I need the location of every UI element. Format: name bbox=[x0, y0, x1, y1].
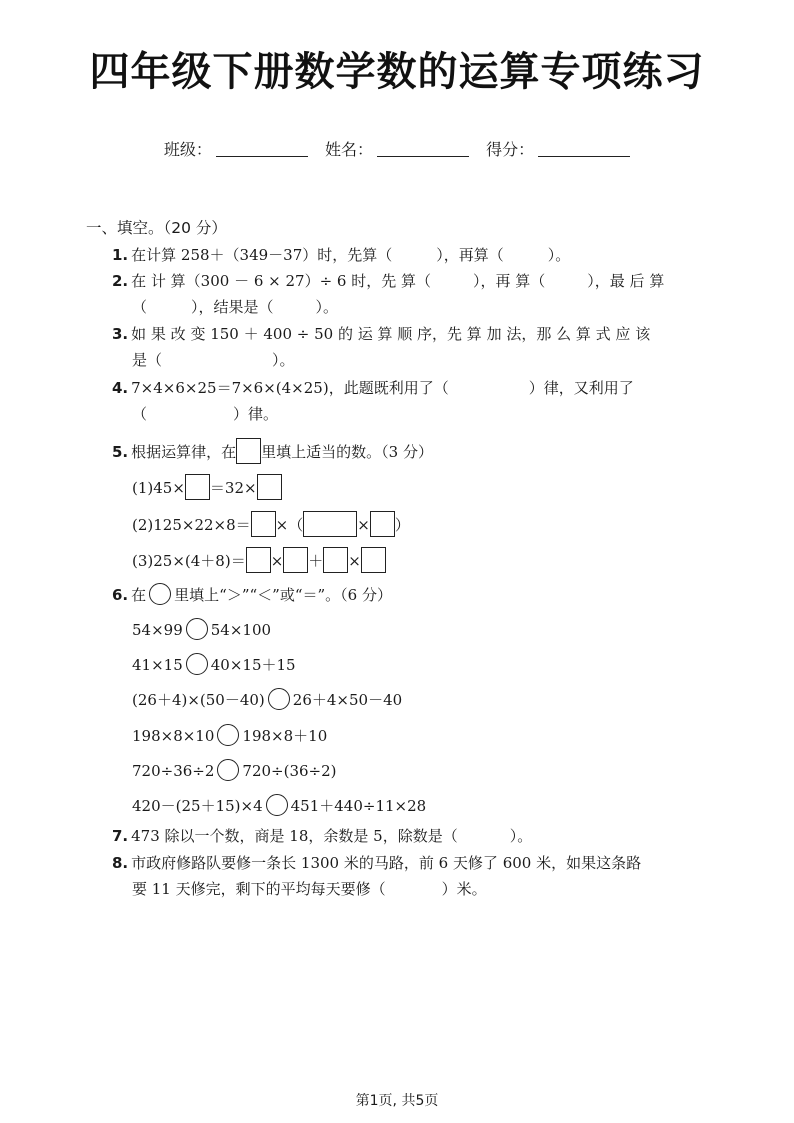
question-3: 3. 如 果 改 变 150 ＋ 400 ÷ 50 的 运 算 顺 序，先 算 加 法，那 么 算 式 应 该 bbox=[112, 325, 651, 343]
question-5: 5. 根据运算律，在 里填上适当的数。（3 分） bbox=[112, 438, 433, 464]
compare-item: 198×8×10 198×8＋10 bbox=[132, 724, 327, 746]
compare-circle[interactable] bbox=[186, 653, 208, 675]
question-5-part-1: (1)45× ＝32× bbox=[132, 474, 282, 500]
question-7: 7. 473 除以一个数，商是 18，余数是 5，除数是（ ）。 bbox=[112, 827, 533, 845]
score-blank[interactable] bbox=[538, 142, 630, 157]
class-blank[interactable] bbox=[216, 142, 308, 157]
page-number: 第1页, 共5页 bbox=[355, 1093, 439, 1109]
question-4: 4. 7×4×6×25＝7×6×(4×25)，此题既利用了（ ）律，又利用了 bbox=[112, 379, 634, 397]
answer-box[interactable] bbox=[370, 511, 395, 537]
section-1-title: 一、填空。（20 分） bbox=[86, 219, 227, 237]
compare-circle[interactable] bbox=[217, 759, 239, 781]
compare-item: (26＋4)×(50－40) 26＋4×50－40 bbox=[132, 688, 402, 710]
answer-box[interactable] bbox=[303, 511, 357, 537]
question-5-part-2: (2)125×22×8＝ ×（ × ） bbox=[132, 511, 410, 537]
circle-icon bbox=[149, 583, 171, 605]
question-number: 1. bbox=[112, 246, 129, 264]
question-2-cont: （ ），结果是（ ）。 bbox=[132, 298, 339, 316]
question-1: 1. 在计算 258＋（349－37）时，先算（ ），再算（ ）。 bbox=[112, 246, 571, 264]
question-4-cont: （ ）律。 bbox=[132, 405, 279, 423]
question-number: 2. bbox=[112, 272, 129, 290]
student-info-row bbox=[0, 137, 794, 160]
compare-circle[interactable] bbox=[217, 724, 239, 746]
compare-item: 720÷36÷2 720÷(36÷2) bbox=[132, 759, 337, 781]
name-blank[interactable] bbox=[377, 142, 469, 157]
question-number: 7. bbox=[112, 827, 129, 845]
answer-box[interactable] bbox=[361, 547, 386, 573]
compare-circle[interactable] bbox=[268, 688, 290, 710]
compare-circle[interactable] bbox=[186, 618, 208, 640]
question-8: 8. 市政府修路队要修一条长 1300 米的马路，前 6 天修了 600 米，如果这条路 bbox=[112, 854, 642, 872]
answer-box[interactable] bbox=[246, 547, 271, 573]
compare-item: 54×99 54×100 bbox=[132, 618, 271, 640]
question-number: 5. bbox=[112, 443, 129, 461]
answer-box[interactable] bbox=[257, 474, 282, 500]
compare-circle[interactable] bbox=[266, 794, 288, 816]
answer-box[interactable] bbox=[185, 474, 210, 500]
question-2: 2. 在 计 算（300 － 6 × 27）÷ 6 时，先 算（ ），再 算（ ），最 后 算 bbox=[112, 272, 665, 290]
compare-item: 41×15 40×15＋15 bbox=[132, 653, 296, 675]
answer-box[interactable] bbox=[251, 511, 276, 537]
score-label: 得分： bbox=[486, 140, 535, 159]
question-number: 8. bbox=[112, 854, 129, 872]
class-label: 班级： bbox=[163, 140, 212, 159]
question-6: 6. 在 里填上“＞”“＜”或“＝”。（6 分） bbox=[112, 583, 392, 605]
question-number: 4. bbox=[112, 379, 129, 397]
answer-box[interactable] bbox=[283, 547, 308, 573]
question-number: 6. bbox=[112, 586, 129, 604]
question-5-part-3: (3)25×(4＋8)＝ × ＋ × bbox=[132, 547, 386, 573]
question-number: 3. bbox=[112, 325, 129, 343]
page-title: 四年级下册数学数的运算专项练习 bbox=[89, 49, 705, 95]
compare-item: 420－(25＋15)×4 451＋440÷11×28 bbox=[132, 794, 426, 816]
answer-box-icon bbox=[236, 438, 261, 464]
question-3-cont: 是（ ）。 bbox=[132, 351, 295, 369]
question-8-cont: 要 11 天修完，剩下的平均每天要修（ ）米。 bbox=[132, 880, 487, 898]
name-label: 姓名： bbox=[324, 140, 373, 159]
answer-box[interactable] bbox=[323, 547, 348, 573]
